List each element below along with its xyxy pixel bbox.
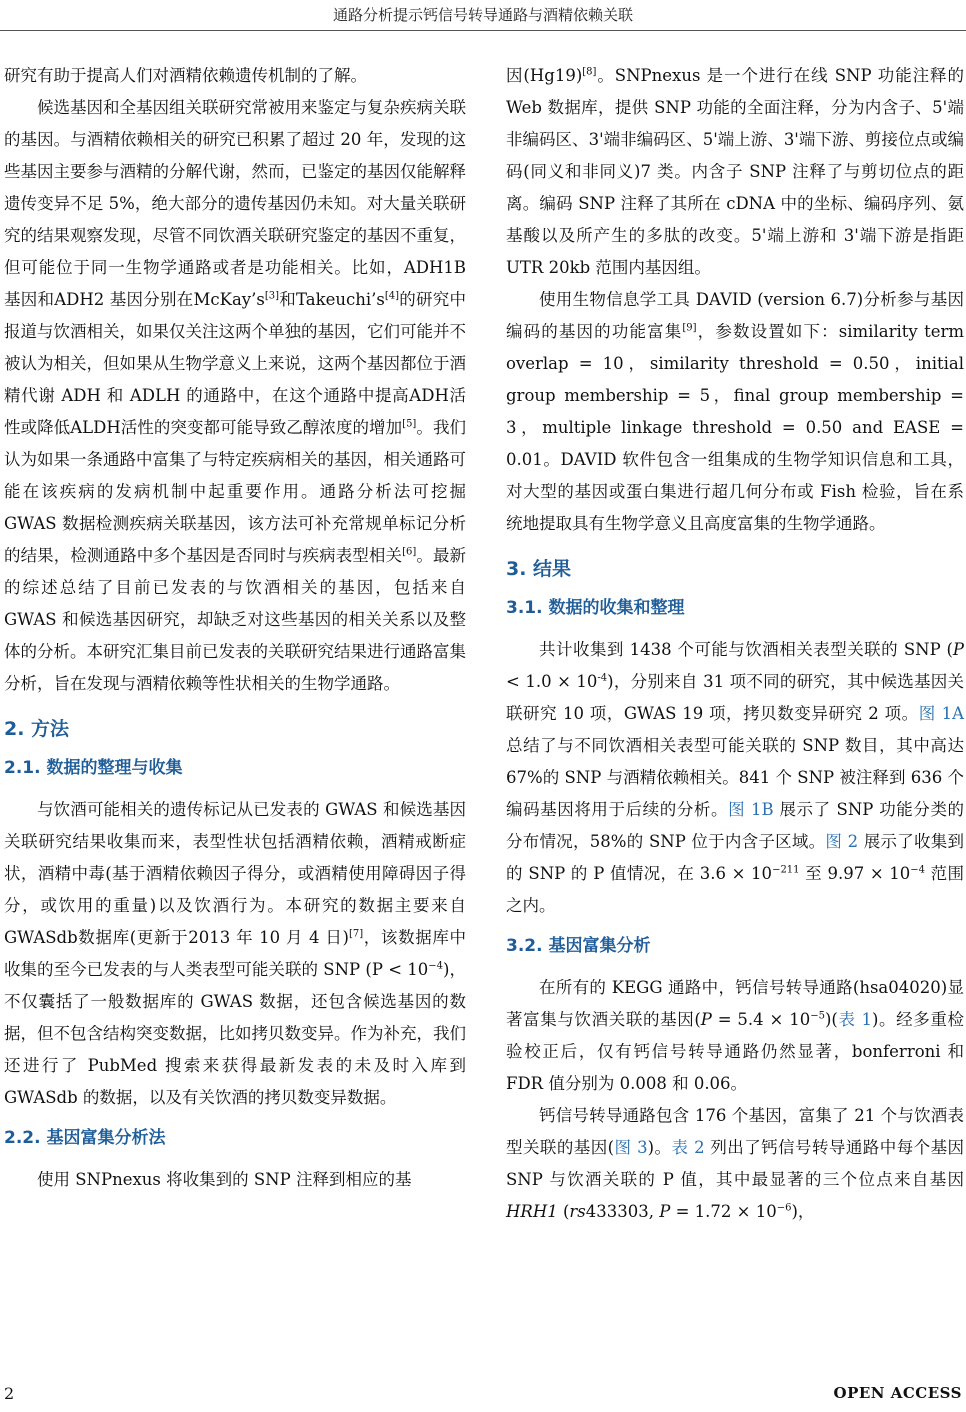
text-run: 候选基因和全基因组关联研究常被用来鉴定与复杂疾病关联的基因。与酒精依赖相关的研究已积累了超过 20 年，发现的这些基因主要参与酒精的分解代谢，然而，已鉴定的基因仅能解释遗传变异不足 5%，绝大部分的遗传基因仍未知。对大量关联研究的结果观察发现，尽管不同饮酒关联研究鉴定的基因不重复，但可能位于同一生物学通路或者是功能相关。比如，ADH1B 基因和ADH2 基因分别在McKay’s: [4, 98, 466, 309]
text-run: ，参数设置如下：similarity term overlap = 10，similarity threshold = 0.50，initial group membership = 5，final group membership = 3，multiple linkage threshold = 0.50 and EASE = 0.01。DAVID 软件包含一组集成的生物学知识信息和工具，对大型的基因或蛋白集进行超几何分布或 Fish 检验，旨在系统地提取具有生物学意义且高度富集的生物学通路。: [506, 322, 964, 533]
text-run: 展示了收集到的 SNP 的 P 值情况，在 3.6 × 10: [506, 832, 964, 883]
citation-6[interactable]: [6]: [402, 546, 417, 558]
exponent: −4: [910, 864, 926, 876]
text-run: )，不仅囊括了一般数据库的 GWAS 数据，还包含候选基因的数据，但不包含结构突变数据，比如拷贝数变异。作为补充，我们还进行了 PubMed 搜索来获得最新发表的未及时入库到 GWASdb 的数据，以及有关饮酒的拷贝数变异数据。: [4, 960, 467, 1107]
exponent: −4: [428, 960, 444, 972]
open-access-label: OPEN ACCESS: [833, 1384, 962, 1402]
text-run: 与饮酒可能相关的遗传标记从已发表的 GWAS 和候选基因关联研究结果收集而来，表型性状包括酒精依赖，酒精戒断症状，酒精中毒(基于酒精依赖因子得分，或酒精使用障碍因子得分，或饮用的重量)以及饮酒行为。本研究的数据主要来自GWASdb数据库(更新于2013 年 10 月 4 日): [4, 800, 466, 947]
text-run: 展示了 SNP 功能分类的分布情况，58%的 SNP 位于内含子区域。: [506, 800, 965, 851]
text-run: < 1.0 × 10: [506, 672, 598, 691]
text-run: )。经多重检验校正后，仅有钙信号转导通路仍然显著，bonferroni 和 FDR 值分别为 0.008 和 0.06。: [506, 1010, 965, 1093]
citation-4[interactable]: [4]: [384, 290, 399, 302]
subsection-heading-3-2: 3.2. 基因富集分析: [506, 936, 651, 956]
paragraph-enrichment-method: 使用 SNPnexus 将收集到的 SNP 注释到相应的基: [37, 1170, 412, 1189]
text-run: 。SNPnexus 是一个进行在线 SNP 功能注释的 Web 数据库，提供 SNP 功能的全面注释，分为内含子、5'端非编码区、3'端非编码区、5'端上游、3'端下游、剪接位点或编码(同义和非同义)7 类。内含子 SNP 注释了与剪切位点的距离。编码 SNP 注释了其所在 cDNA 中的坐标、编码序列、氨基酸以及所产生的多肽的改变。5'端上游和 3'端下游是指距 UTR 20kb 范围内基因组。: [506, 66, 964, 277]
text-run: )。: [647, 1138, 672, 1157]
section-heading-results: 3. 结果: [506, 558, 572, 580]
paragraph-kegg: [506, 972, 964, 1100]
rs-prefix: rs: [569, 1202, 586, 1221]
exponent: −5: [810, 1010, 825, 1022]
text-run: 。我们认为如果一条通路中富集了与特定疾病相关的基因，相关通路可能在该疾病的发病机制中起重要作用。通路分析法可挖掘 GWAS 数据检测疾病关联基因，该方法可补充常规单标记分析的结果，检测通路中多个基因是否同时与疾病表型相关: [4, 418, 467, 565]
text-run: 的研究中报道与饮酒相关，如果仅关注这两个单独的基因，它们可能并不被认为相关，但如果从生物学意义上来说，这两个基因都位于酒精代谢 ADH 和 ADLH 的通路中，在这个通路中提高ADH活性或降低ALDH活性的突变都可能导致乙醇浓度的增加: [4, 290, 466, 437]
p-symbol: P: [659, 1202, 671, 1221]
table-link-1[interactable]: 表 1: [837, 1010, 872, 1029]
paragraph-david: [506, 284, 964, 540]
text-run: 范围之内。: [506, 864, 964, 915]
text-run: 。最新的综述总结了目前已发表的与饮酒相关的基因，包括来自 GWAS 和候选基因研究，却缺乏对这些基因的相关关系以及整体的分析。本研究汇集目前已发表的关联研究结果进行通路富集分析，旨在发现与酒精依赖等性状相关的生物学通路。: [4, 546, 467, 693]
text-run: 至 9.97 × 10: [799, 864, 911, 883]
p-symbol: P: [700, 1010, 712, 1029]
figure-link-3[interactable]: 图 3: [614, 1138, 648, 1157]
text-run: 433303,: [585, 1202, 660, 1221]
text-run: 列出了钙信号转导通路中每个基因 SNP 与饮酒关联的 P 值，其中最显著的三个位点来自基因: [506, 1138, 965, 1189]
figure-link-1b[interactable]: 图 1B: [728, 800, 774, 819]
text-run: 共计收集到 1438 个可能与饮酒相关表型关联的 SNP (: [539, 640, 953, 659]
paragraph-data-collection: [4, 794, 466, 1114]
section-heading-methods: 2. 方法: [4, 718, 70, 740]
left-column: [4, 60, 466, 1196]
text-run: )，分别来自 31 项不同的研究，其中候选基因关联研究 10 项，GWAS 19 项，拷贝数变异研究 2 项。: [506, 672, 964, 723]
text-run: 在所有的 KEGG 通路中，钙信号转导通路(hsa04020)显著富集与饮酒关联的基因(: [506, 978, 964, 1029]
citation-3[interactable]: [3]: [264, 290, 280, 302]
p-symbol: P: [952, 640, 964, 659]
text-run: 使用生物信息学工具 DAVID (version 6.7)分析参与基因编码的基因的功能富集: [506, 290, 964, 341]
exponent: −6: [776, 1202, 792, 1214]
gene-name: HRH1: [506, 1202, 558, 1221]
paragraph-calcium-pathway: [506, 1100, 964, 1228]
citation-7[interactable]: [7]: [348, 928, 364, 940]
text-run: ，该数据库中收集的至今已发表的与人类表型可能关联的 SNP (P < 10: [4, 928, 466, 979]
paragraph-intro-end: 研究有助于提高人们对酒精依赖遗传机制的了解。: [4, 66, 367, 85]
page-number: 2: [4, 1384, 15, 1403]
text-run: )(: [824, 1010, 838, 1029]
text-run: = 1.72 × 10: [670, 1202, 777, 1221]
subsection-heading-2-1: 2.1. 数据的整理与收集: [4, 758, 183, 778]
text-run: )，: [791, 1202, 815, 1221]
paragraph-background: [4, 92, 466, 700]
running-title: 通路分析提示钙信号转导通路与酒精依赖关联: [332, 6, 633, 24]
figure-link-2[interactable]: 图 2: [825, 832, 859, 851]
figure-link-1a[interactable]: 图 1A: [918, 704, 964, 723]
subsection-heading-3-1: 3.1. 数据的收集和整理: [506, 598, 685, 618]
paragraph-snpnexus: [506, 60, 964, 284]
paragraph-results-collection: [506, 634, 964, 922]
table-link-2[interactable]: 表 2: [671, 1138, 705, 1157]
text-run: = 5.4 × 10: [711, 1010, 811, 1029]
subsection-heading-2-2: 2.2. 基因富集分析法: [4, 1128, 166, 1148]
header-divider: [0, 30, 966, 31]
text-run: (: [557, 1202, 570, 1221]
citation-5[interactable]: [5]: [402, 418, 417, 430]
citation-9[interactable]: [9]: [682, 322, 697, 334]
text-run: 总结了与不同饮酒相关表型可能关联的 SNP 数目，其中高达 67%的 SNP 与酒精依赖相关。841 个 SNP 被注释到 636 个编码基因将用于后续的分析。: [506, 736, 964, 819]
exponent: -4: [597, 672, 608, 684]
text-run: 和Takeuchi’s: [279, 290, 385, 309]
text-run: 因(Hg19): [506, 66, 583, 85]
citation-8[interactable]: [8]: [582, 66, 597, 78]
text-run: 钙信号转导通路包含 176 个基因，富集了 21 个与饮酒表型关联的基因(: [506, 1106, 964, 1157]
right-column: [506, 60, 964, 1228]
exponent: −211: [772, 864, 800, 876]
